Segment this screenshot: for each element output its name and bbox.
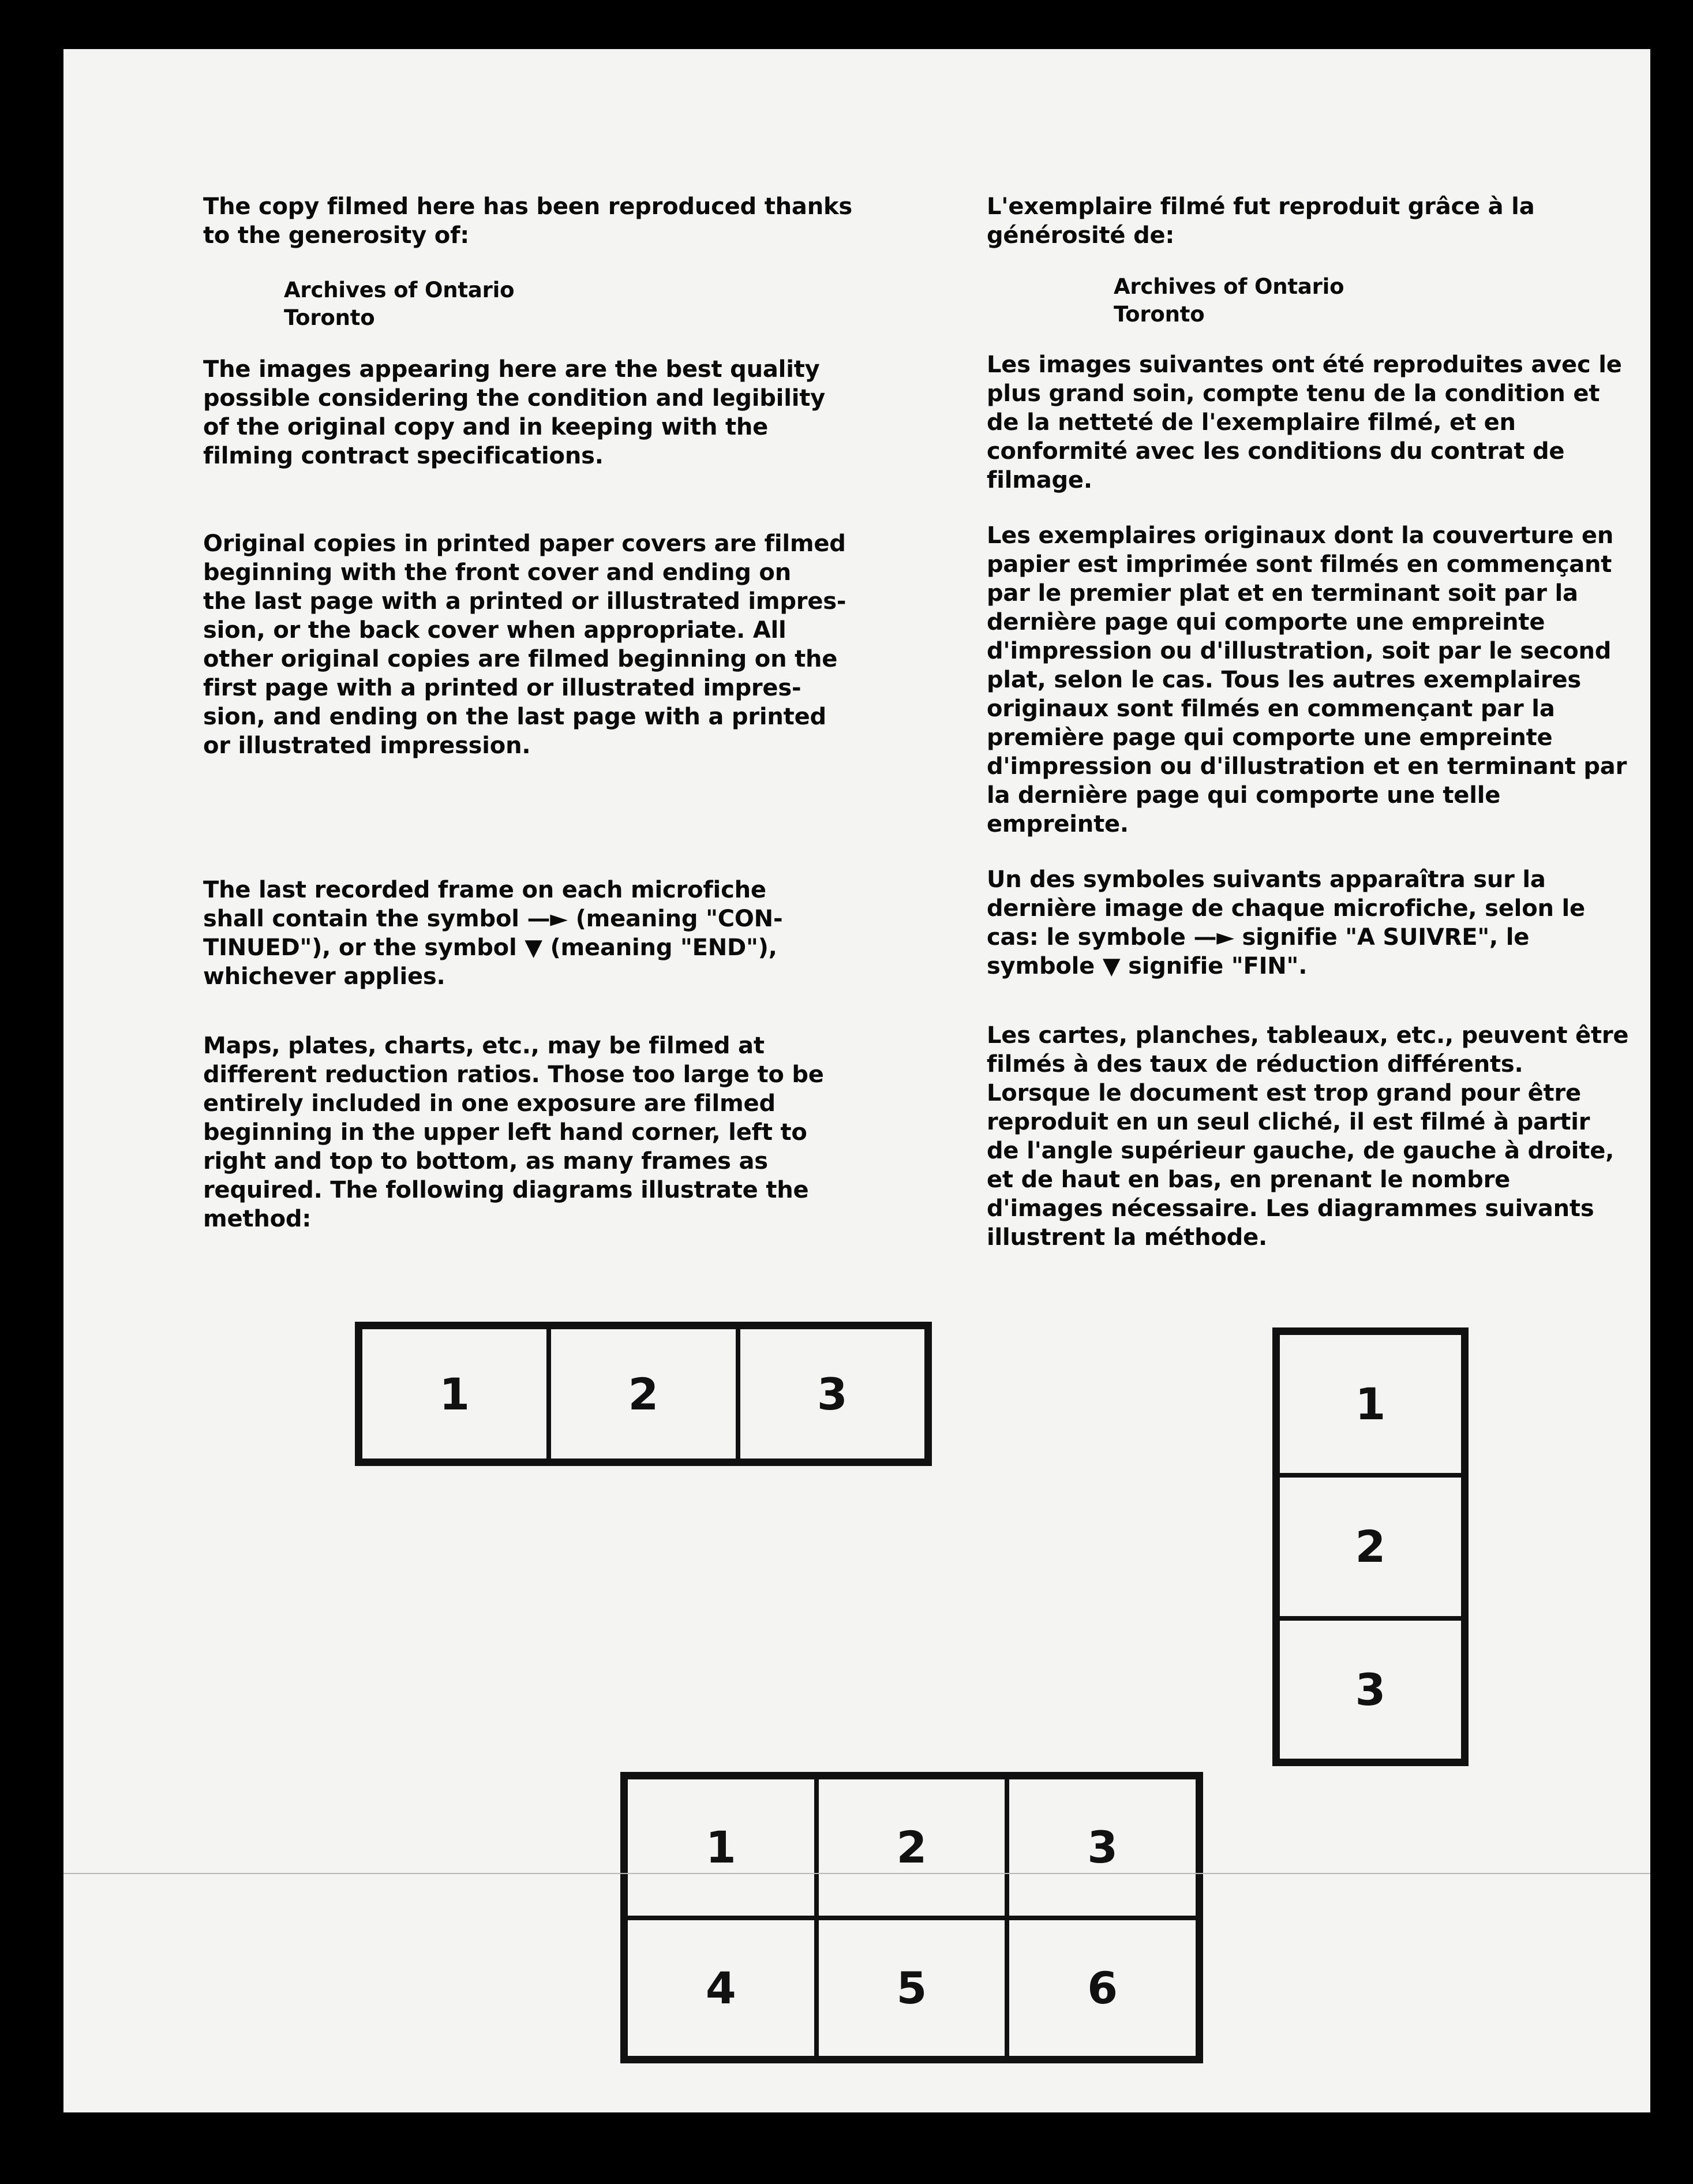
diagram-grid-cell: 6 xyxy=(1007,1918,1198,2059)
diagram-grid-cell: 4 xyxy=(625,1918,816,2059)
right-paragraph-originals: Les exemplaires originaux dont la couverture en papier est imprimée sont filmés en commençant par le premier plat et en terminant soit par la dernière page qui comporte une empreinte d'impression ou d'illustration, soit par le second plat, selon le cas. Tous les autres exemplaires originaux sont filmés en commençant par la première page qui comporte une empreinte d'impression ou d'illustration et en terminant par la dernière page qui comporte une telle empreinte. xyxy=(987,522,1627,837)
diagram-grid-cell: 5 xyxy=(816,1918,1007,2059)
diagram-row-cell: 3 xyxy=(738,1327,927,1461)
diagram-column-cell: 2 xyxy=(1278,1475,1463,1618)
right-intro: L'exemplaire filmé fut reproduit grâce à la générosité de: xyxy=(987,193,1535,249)
diagram-row-cell: 1 xyxy=(360,1327,549,1461)
diagram-grid-cell: 2 xyxy=(816,1777,1007,1918)
diagram-row xyxy=(355,1322,932,1466)
diagram-grid-cell: 3 xyxy=(1007,1777,1198,1918)
diagram-grid-cell: 1 xyxy=(625,1777,816,1918)
left-paragraph-originals: Original copies in printed paper covers are filmed beginning with the front cover and ending on the last page with a printed or illustrated impres- sion, or the back cover when appropriate. All other original copies are filmed beginning on the first page with a printed or illustrated impres- sion, and ending on the last page with a printed or illustrated impression. xyxy=(203,530,846,759)
left-paragraph-symbols: The last recorded frame on each microfiche shall contain the symbol —► (meaning "CON- TINUED"), or the symbol ▼ (meaning "END"), whichever applies. xyxy=(203,877,783,990)
diagram-column-cell: 1 xyxy=(1278,1333,1463,1475)
diagram-grid xyxy=(620,1772,1203,2063)
right-address: Archives of Ontario Toronto xyxy=(1114,274,1344,327)
right-paragraph-quality: Les images suivantes ont été reproduites avec le plus grand soin, compte tenu de la condition et de la netteté de l'exemplaire filmé, et en conformité avec les conditions du contrat de filmage. xyxy=(987,351,1622,493)
left-paragraph-quality: The images appearing here are the best quality possible considering the condition and legibility of the original copy and in keeping with the filming contract specifications. xyxy=(203,356,826,469)
film-scan-line xyxy=(63,1873,1650,1874)
left-address: Archives of Ontario Toronto xyxy=(284,278,515,330)
right-column xyxy=(987,192,1639,1252)
right-paragraph-symbols: Un des symboles suivants apparaîtra sur la dernière image de chaque microfiche, selon le cas: le symbole —► signifie "A SUIVRE", le symbole ▼ signifie "FIN". xyxy=(987,866,1585,979)
diagram-column-cell: 3 xyxy=(1278,1618,1463,1761)
left-column xyxy=(203,192,919,1233)
left-intro: The copy filmed here has been reproduced thanks to the generosity of: xyxy=(203,193,852,249)
left-paragraph-maps: Maps, plates, charts, etc., may be filmed at different reduction ratios. Those too large to be entirely included in one exposure are filmed beginning in the upper left hand corner, left to right and top to bottom, as many frames as required. The following diagrams illustrate the method: xyxy=(203,1033,824,1232)
diagram-column xyxy=(1272,1327,1469,1766)
microfilm-page xyxy=(63,49,1650,2112)
diagram-row-cell: 2 xyxy=(549,1327,737,1461)
right-paragraph-maps: Les cartes, planches, tableaux, etc., peuvent être filmés à des taux de réduction différents. Lorsque le document est trop grand pour être reproduit en un seul cliché, il est filmé à partir de l'angle supérieur gauche, de gauche à droite, et de haut en bas, en prenant le nombre d'images nécessaire. Les diagrammes suivants illustrent la méthode. xyxy=(987,1022,1629,1251)
